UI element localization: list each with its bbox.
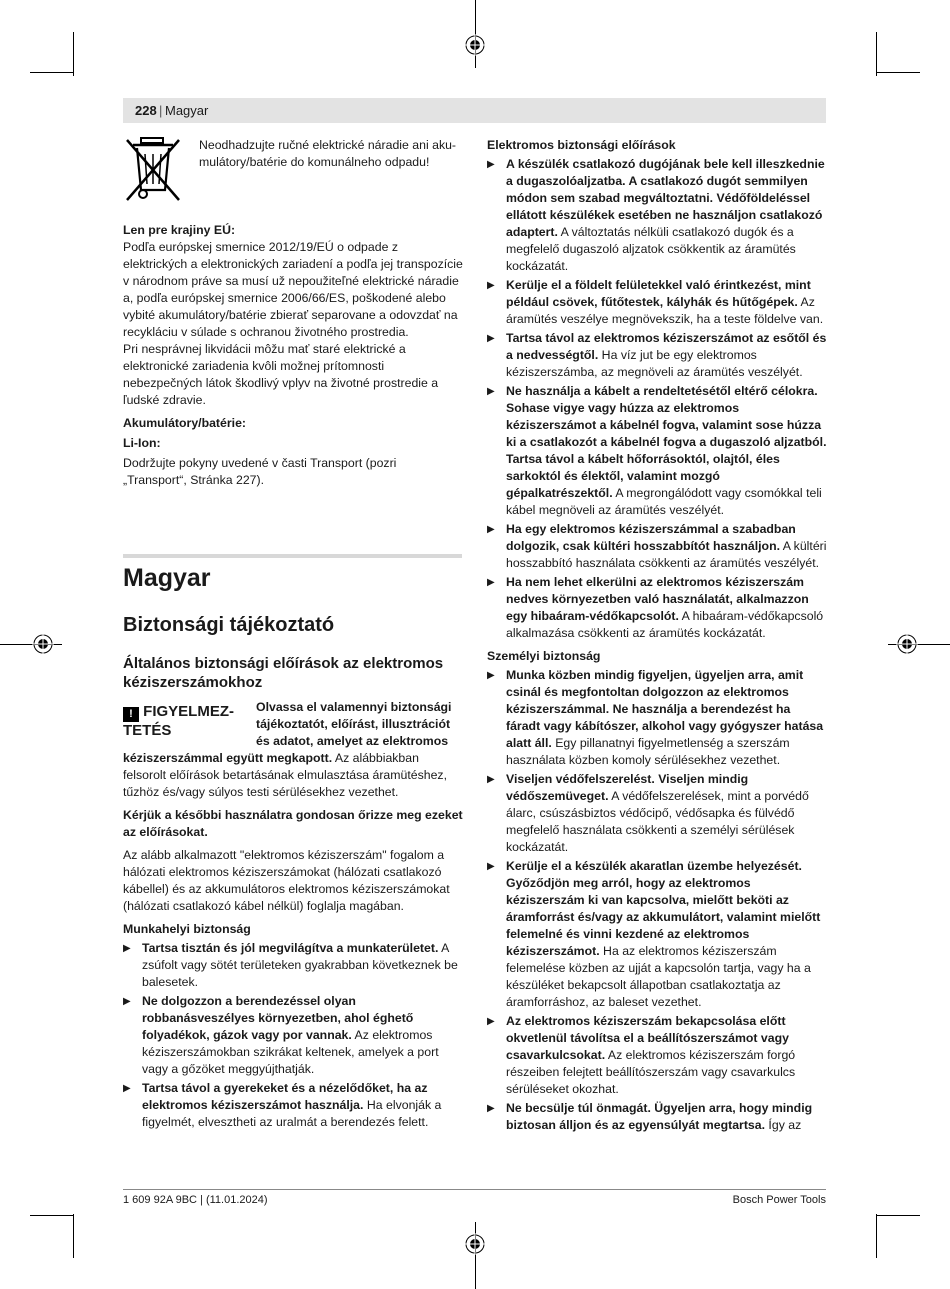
definition-text: Az alább alkalmazott "elektromos kéziszerszám" fogalom a hálózati elektromos kéziszerszámokat (hálózati csatlakozó kábellel) és az akkumulátoros elektromos kéziszerszámokat (hálózati csatlakozó kábel nélkül) foglalja magában.: [123, 848, 450, 913]
crop-mark: [30, 1215, 74, 1216]
left-column-upper: [123, 222, 463, 489]
list-item: ▶ Tartsa távol a gyerekeket és a nézelődőket, ha az elektromos kéziszerszámot használja. Ha elvonják a figyelmét, elvesztheti az uralmát a berendezés felett.: [123, 1081, 442, 1129]
bullet-triangle-icon: ▶: [487, 1016, 495, 1027]
warning-label-line: TETÉS: [123, 722, 172, 739]
list-item: ▶ Ne használja a kábelt a rendeltetésétől eltérő célokra. Sohase vigye vagy húzza az elektromos kéziszerszámot a kábelnél fogva, valamint sose húzza ki a csatlakozót a kábelnél fogva a dugaszoló aljzatból. Tartsa távol a kábelt hőforrásoktól, olajtól, éles sarkoktól és élektől, valamint mozgó gépalkatrészektől. A megrongálódott vagy csomókkal teli kábel megnöveli az áramütés veszélyét.: [487, 384, 827, 517]
header-language: Magyar: [165, 103, 209, 118]
registration-mark-icon: [464, 34, 486, 56]
list-item: ▶ Az elektromos kéziszerszám bekapcsolása előtt okvetlenül távolítsa el a beállítószerszámot vagy csavarkulcsokat. Az elektromos kéziszerszám forgó részeiben felejtett beállítószerszám vagy csavarkulcs sérüléseket okozhat.: [487, 1014, 796, 1096]
section-subtitle: Biztonsági tájékoztató: [123, 614, 335, 636]
eu-paragraph: Podľa európskej smernice 2012/19/EÚ o odpade z elektrických a elektronických zariadení a podľa jej transpozície v národnom práve sa musí už nepoužiteľné elektrické náradie a, podľa európskej smernice 2006/66/ES, poškodené alebo vybité akumulátory/batérie zbierať separovane a odovzdať na recykláciu v súlade s ochranou životného prostredia.: [123, 240, 463, 339]
bullet-triangle-icon: ▶: [123, 943, 131, 954]
personal-safety-list: [487, 667, 827, 1134]
registration-mark-icon: [32, 633, 54, 655]
left-column-lower: [123, 750, 463, 1131]
crop-mark: [876, 1214, 877, 1258]
crop-mark: [73, 32, 74, 76]
registration-mark-icon: [896, 633, 918, 655]
eu-heading: Len pre krajiny EÚ:: [123, 223, 236, 237]
crop-mark: [876, 1215, 920, 1216]
work-area-list: [123, 940, 463, 1131]
liion-heading: Li-Ion:: [123, 436, 161, 450]
eu-paragraph: Pri nesprávnej likvidácii môžu mať staré elektrické a elektronické zariadenia kvôli možnej prítomnosti nebezpečných látok škodlivý vplyv na životné prostredie a ľudské zdravie.: [123, 342, 439, 407]
page-number: 228: [135, 103, 157, 118]
crop-mark: [73, 1214, 74, 1258]
work-area-heading: Munkahelyi biztonság: [123, 922, 251, 936]
list-item: ▶ Viseljen védőfelszerelést. Viseljen mindig védőszemüveget. A védőfelszerelések, mint a porvédő álarc, csúszásbiztos védőcipő, védősapka és fülvédő megfelelő használata csökkenti a személyi sérülések kockázatát.: [487, 772, 809, 854]
warning-label-line: FIGYELMEZ-: [143, 703, 234, 720]
footer-document-code: 1 609 92A 9BC | (11.01.2024): [123, 1194, 268, 1206]
bullet-triangle-icon: ▶: [487, 386, 495, 397]
warning-label: [123, 703, 253, 740]
crop-mark: [30, 72, 74, 73]
page-header: 228 | Magyar: [123, 98, 826, 123]
right-column: [487, 137, 827, 1134]
weee-bin-icon: [123, 134, 183, 206]
crop-mark: [876, 72, 920, 73]
warning-icon: !: [123, 707, 139, 722]
warning-text-side: Olvassa el valamennyi biztonsági tájékoztatót, előírást, illusztrációt és adatot, amelyet az elektromos: [256, 700, 452, 748]
bullet-triangle-icon: ▶: [487, 577, 495, 588]
list-item: ▶ Kerülje el a földelt felületekkel való érintkezést, mint például csövek, fűtőtestek, kályhák és hűtőgépek. Az áramütés veszélye megnövekszik, ha a teste földelve van.: [487, 278, 824, 326]
bullet-triangle-icon: ▶: [487, 670, 495, 681]
bullet-triangle-icon: ▶: [123, 996, 131, 1007]
list-item: ▶ Ha nem lehet elkerülni az elektromos kéziszerszám nedves környezetben való használatát, alkalmazzon egy hibaáram-védőkapcsolót. A hibaáram-védőkapcsoló alkalmazása csökkenti az áramütés kockázatát.: [487, 575, 824, 640]
list-item: ▶ Kerülje el a készülék akaratlan üzembe helyezését. Győződjön meg arról, hogy az elektromos kéziszerszám ki van kapcsolva, mielőtt beköti az áramforrást és/vagy az akkumulátort, valamint mielőtt felemelné és vinni kezdené az elektromos kéziszerszámot. Ha az elektromos kéziszerszám felemelése közben az ujját a kapcsolón tartja, vagy ha a készüléket bekapcsolt állapotban csatlakoztatja az áramforráshoz, az baleset vezethet.: [487, 859, 821, 1009]
bullet-triangle-icon: ▶: [487, 159, 495, 170]
list-item: ▶ A készülék csatlakozó dugójának bele kell illeszkednie a dugaszolóaljzatba. A csatlakozó dugót semmilyen módon sem szabad megváltoztatni. Védőföldeléssel ellátott készülékek esetében ne használjon csatlakozó adaptert. A változtatás nélküli csatlakozó dugók és a megfelelő dugaszoló aljzatok csökkentik az áramütés kockázatát.: [487, 157, 825, 273]
weee-text: Neodhadzujte ručné elektrické náradie ani aku-mulátory/batérie do komunálneho odpadu!: [199, 138, 457, 169]
section-title: Magyar: [123, 564, 211, 592]
bullet-triangle-icon: ▶: [123, 1083, 131, 1094]
footer-brand: Bosch Power Tools: [732, 1194, 826, 1206]
bullet-triangle-icon: ▶: [487, 774, 495, 785]
list-item: ▶ Ne becsülje túl önmagát. Ügyeljen arra, hogy mindig biztosan álljon és az egyensúlyát megtartsa. Így az: [487, 1101, 813, 1132]
warning-bold: kéziszerszámmal együtt megkapott.: [123, 751, 333, 765]
list-item: ▶ Tartsa távol az elektromos kéziszerszámot az esőtől és a nedvességtől. Ha víz jut be egy elektromos kéziszerszámba, az megnöveli az áramütés veszélyét.: [487, 331, 827, 379]
bullet-triangle-icon: ▶: [487, 333, 495, 344]
bullet-triangle-icon: ▶: [487, 1103, 495, 1114]
bullet-triangle-icon: ▶: [487, 280, 495, 291]
batteries-heading: Akumulátory/batérie:: [123, 416, 246, 430]
crop-mark: [876, 32, 877, 76]
footer-rule: [123, 1189, 826, 1190]
list-item: ▶ Munka közben mindig figyeljen, ügyeljen arra, amit csinál és megfontoltan dolgozzon az elektromos kéziszerszámmal. Ne használja a berendezést ha fáradt vagy kábítószer, alkohol vagy gyógyszer hatása alatt áll. Egy pillanatnyi figyelmetlenség a szerszám használata közben komoly sérülésekhez vezethet.: [487, 668, 824, 767]
personal-safety-heading: Személyi biztonság: [487, 649, 601, 663]
bullet-triangle-icon: ▶: [487, 524, 495, 535]
list-item: ▶ Ha egy elektromos kéziszerszámmal a szabadban dolgozik, csak kültéri hosszabbítót használjon. A kültéri hosszabbító használata csökkenti az áramütés veszélyét.: [487, 522, 827, 570]
keep-instructions: Kérjük a későbbi használatra gondosan őrizze meg ezeket az előírásokat.: [123, 808, 463, 839]
subsection-heading: Általános biztonsági előírások az elektromos kéziszerszámokhoz: [123, 655, 444, 691]
electrical-safety-list: [487, 156, 827, 642]
registration-mark-icon: [464, 1233, 486, 1255]
liion-text: Dodržujte pokyny uvedené v časti Transport (pozri „Transport“, Stránka 227).: [123, 456, 397, 487]
list-item: ▶ Ne dolgozzon a berendezéssel olyan robbanásveszélyes környezetben, ahol éghető folyadékok, gázok vagy por vannak. Az elektromos kéziszerszámokban szikrákat keltenek, amelyek a port vagy a gőzöket meggyújthatják.: [123, 994, 439, 1076]
section-separator: [123, 554, 462, 558]
list-item: ▶ Tartsa tisztán és jól megvilágítva a munkaterületet. A zsúfolt vagy sötét területeken gyakrabban következnek be balesetek.: [123, 941, 458, 989]
warning-text: Az alábbiakban felsorolt előírások betartásának elmulasztása áramütéshez, tűzhöz és/vagy súlyos testi sérülésekhez vezethet.: [123, 751, 447, 799]
electrical-safety-heading: Elektromos biztonsági előírások: [487, 138, 676, 152]
bullet-triangle-icon: ▶: [487, 861, 495, 872]
